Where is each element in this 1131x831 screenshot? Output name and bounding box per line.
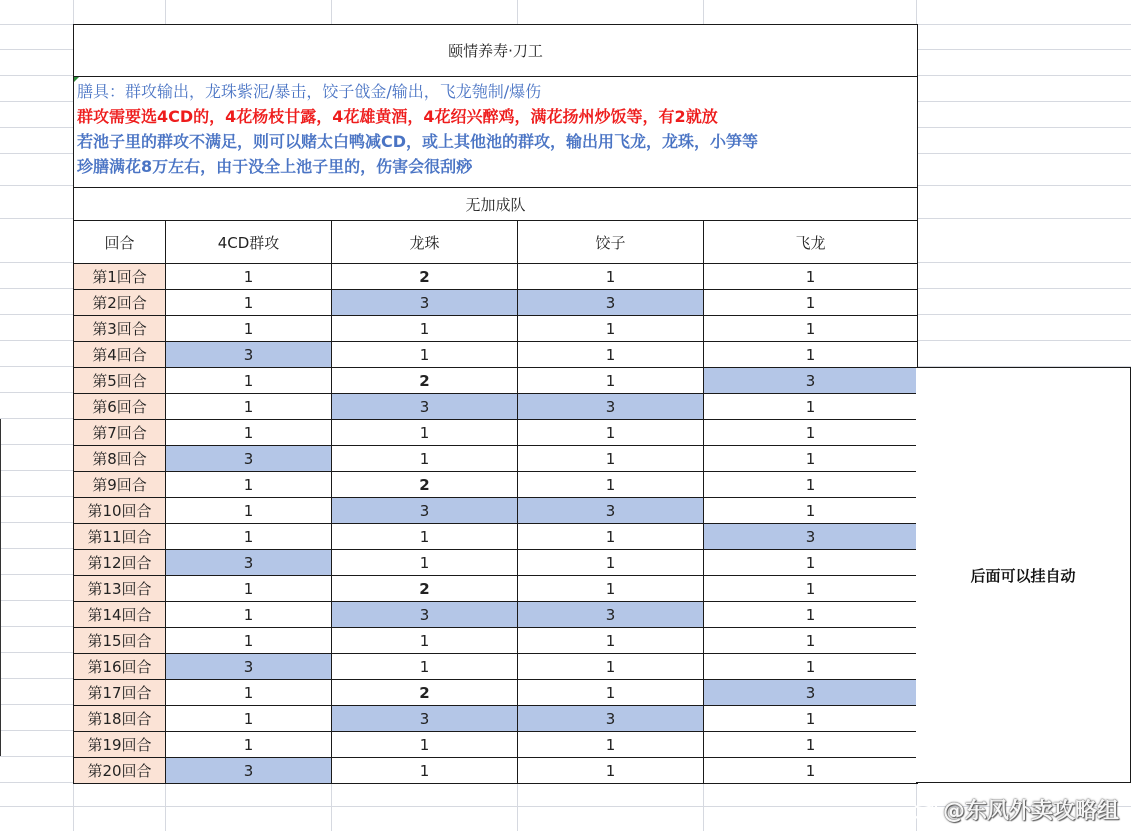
note-line-aoe-requirement: 群攻需要选4CD的，4花杨枝甘露，4花雄黄酒，4花绍兴醉鸡，满花扬州炒饭等，有2就放 [77,107,718,126]
header-longzhu[interactable]: 龙珠 [332,221,518,264]
watermark-text: @东风外卖攻略组 [942,799,1119,824]
note-line-damage: 珍膳满花8万左右，由于没全上池子里的，伤害会很刮痧 [77,157,473,176]
round-label-cell[interactable]: 第18回合 [74,706,166,732]
table-row [74,498,918,524]
round-label-cell[interactable]: 第17回合 [74,680,166,706]
cell-aoe[interactable]: 1 [166,290,332,316]
table-row [74,732,918,758]
table-row [74,576,918,602]
cell-jiaozi[interactable]: 1 [518,576,704,602]
cell-longzhu[interactable]: 2 [332,576,518,602]
round-label-cell[interactable]: 第19回合 [74,732,166,758]
table-row [74,394,918,420]
cell-feilong[interactable]: 1 [704,420,918,446]
cell-aoe[interactable]: 1 [166,472,332,498]
cell-jiaozi[interactable]: 1 [518,472,704,498]
header-row [74,221,918,264]
strategy-table [73,24,918,784]
comment-corner-icon [74,77,79,82]
cell-aoe[interactable]: 1 [166,524,332,550]
cell-longzhu[interactable]: 1 [332,316,518,342]
cell-longzhu[interactable]: 1 [332,342,518,368]
table-row [74,472,918,498]
cell-longzhu[interactable]: 1 [332,654,518,680]
table-row [74,264,918,290]
cell-feilong[interactable]: 1 [704,628,918,654]
cell-feilong[interactable]: 1 [704,654,918,680]
cell-longzhu[interactable]: 3 [332,602,518,628]
cell-longzhu[interactable]: 1 [332,732,518,758]
round-label-cell[interactable]: 第14回合 [74,602,166,628]
cell-aoe[interactable]: 1 [166,706,332,732]
cell-longzhu[interactable]: 2 [332,264,518,290]
cell-longzhu[interactable]: 3 [332,394,518,420]
cell-jiaozi[interactable]: 1 [518,316,704,342]
round-label-cell[interactable]: 第12回合 [74,550,166,576]
header-aoe[interactable]: 4CD群攻 [166,221,332,264]
cell-feilong[interactable]: 1 [704,342,918,368]
cell-jiaozi[interactable]: 1 [518,342,704,368]
cell-longzhu[interactable]: 1 [332,420,518,446]
side-note-box[interactable] [916,367,1131,783]
note-line-alternative: 若池子里的群攻不满足，则可以赌太白鸭减CD，或上其他池的群攻，输出用飞龙，龙珠，小笋等 [77,132,759,151]
round-label-cell[interactable]: 第2回合 [74,290,166,316]
cell-aoe[interactable]: 1 [166,264,332,290]
round-label-cell[interactable]: 第7回合 [74,420,166,446]
cell-jiaozi[interactable]: 1 [518,732,704,758]
cell-feilong[interactable]: 1 [704,290,918,316]
cell-aoe[interactable]: 1 [166,368,332,394]
round-label-cell[interactable]: 第10回合 [74,498,166,524]
cell-jiaozi[interactable]: 1 [518,264,704,290]
cell-jiaozi[interactable]: 3 [518,602,704,628]
cell-jiaozi[interactable]: 1 [518,680,704,706]
cell-aoe[interactable]: 3 [166,758,332,784]
cell-longzhu[interactable]: 2 [332,368,518,394]
cell-aoe[interactable]: 1 [166,732,332,758]
cell-jiaozi[interactable]: 1 [518,628,704,654]
cell-feilong[interactable]: 1 [704,472,918,498]
cell-aoe[interactable]: 1 [166,394,332,420]
side-note-text: 后面可以挂自动 [970,566,1076,585]
cell-aoe[interactable]: 1 [166,316,332,342]
cell-jiaozi[interactable]: 1 [518,550,704,576]
weibo-logo-icon [911,798,939,822]
cell-jiaozi[interactable]: 1 [518,654,704,680]
table-row [74,316,918,342]
table-row [74,628,918,654]
cell-feilong[interactable]: 1 [704,758,918,784]
round-label-cell[interactable]: 第5回合 [74,368,166,394]
round-label-cell[interactable]: 第13回合 [74,576,166,602]
table-row [74,524,918,550]
cell-jiaozi[interactable]: 1 [518,758,704,784]
round-label-cell[interactable]: 第11回合 [74,524,166,550]
table-row [74,550,918,576]
header-jiaozi[interactable]: 饺子 [518,221,704,264]
cell-feilong[interactable]: 1 [704,550,918,576]
cell-longzhu[interactable]: 1 [332,524,518,550]
round-label-cell[interactable]: 第16回合 [74,654,166,680]
cell-feilong[interactable]: 3 [704,368,918,394]
spreadsheet [73,24,918,784]
cell-longzhu[interactable]: 2 [332,472,518,498]
cell-longzhu[interactable]: 1 [332,758,518,784]
cell-aoe[interactable]: 1 [166,576,332,602]
cell-feilong[interactable]: 3 [704,524,918,550]
watermark [911,794,1119,825]
cell-jiaozi[interactable]: 3 [518,498,704,524]
cell-feilong[interactable]: 1 [704,394,918,420]
cell-longzhu[interactable]: 2 [332,680,518,706]
cell-aoe[interactable]: 1 [166,680,332,706]
left-border-line [0,419,1,756]
cell-longzhu[interactable]: 1 [332,550,518,576]
table-row [74,368,918,394]
cell-jiaozi[interactable]: 3 [518,394,704,420]
round-label-cell[interactable]: 第15回合 [74,628,166,654]
cell-longzhu[interactable]: 1 [332,628,518,654]
round-label-cell[interactable]: 第20回合 [74,758,166,784]
cell-feilong[interactable]: 1 [704,446,918,472]
cell-aoe[interactable]: 1 [166,420,332,446]
notes-cell[interactable] [74,77,918,188]
table-row [74,446,918,472]
table-row [74,420,918,446]
table-row [74,706,918,732]
round-label-cell[interactable]: 第9回合 [74,472,166,498]
round-label-cell[interactable]: 第1回合 [74,264,166,290]
header-feilong[interactable]: 飞龙 [704,221,918,264]
cell-longzhu[interactable]: 3 [332,498,518,524]
cell-longzhu[interactable]: 1 [332,446,518,472]
header-round[interactable]: 回合 [74,221,166,264]
round-label-cell[interactable]: 第3回合 [74,316,166,342]
table-row [74,654,918,680]
cell-aoe[interactable]: 3 [166,550,332,576]
cell-feilong[interactable]: 1 [704,264,918,290]
cell-jiaozi[interactable]: 1 [518,446,704,472]
round-label-cell[interactable]: 第8回合 [74,446,166,472]
cell-aoe[interactable]: 3 [166,446,332,472]
cell-aoe[interactable]: 1 [166,498,332,524]
cell-jiaozi[interactable]: 1 [518,524,704,550]
table-row [74,602,918,628]
cell-feilong[interactable]: 1 [704,602,918,628]
table-row [74,680,918,706]
cell-feilong[interactable]: 1 [704,576,918,602]
cell-jiaozi[interactable]: 3 [518,290,704,316]
cell-longzhu[interactable]: 3 [332,290,518,316]
sheet-title[interactable]: 颐情养寿·刀工 [74,25,918,77]
table-row [74,758,918,784]
cell-feilong[interactable]: 1 [704,732,918,758]
cell-aoe[interactable]: 1 [166,628,332,654]
round-label-cell[interactable]: 第6回合 [74,394,166,420]
cell-feilong[interactable]: 1 [704,706,918,732]
cell-jiaozi[interactable]: 1 [518,368,704,394]
cell-feilong[interactable]: 3 [704,680,918,706]
table-row [74,290,918,316]
cell-jiaozi[interactable]: 1 [518,420,704,446]
note-line-equipment: 膳具：群攻输出，龙珠紫泥/暴击，饺子戗金/输出，飞龙匏制/爆伤 [77,82,542,101]
cell-aoe[interactable]: 3 [166,654,332,680]
table-row [74,342,918,368]
cell-feilong[interactable]: 1 [704,316,918,342]
cell-aoe[interactable]: 3 [166,342,332,368]
cell-aoe[interactable]: 1 [166,602,332,628]
round-label-cell[interactable]: 第4回合 [74,342,166,368]
cell-longzhu[interactable]: 3 [332,706,518,732]
cell-feilong[interactable]: 1 [704,498,918,524]
team-subtitle[interactable]: 无加成队 [74,188,918,221]
cell-jiaozi[interactable]: 3 [518,706,704,732]
